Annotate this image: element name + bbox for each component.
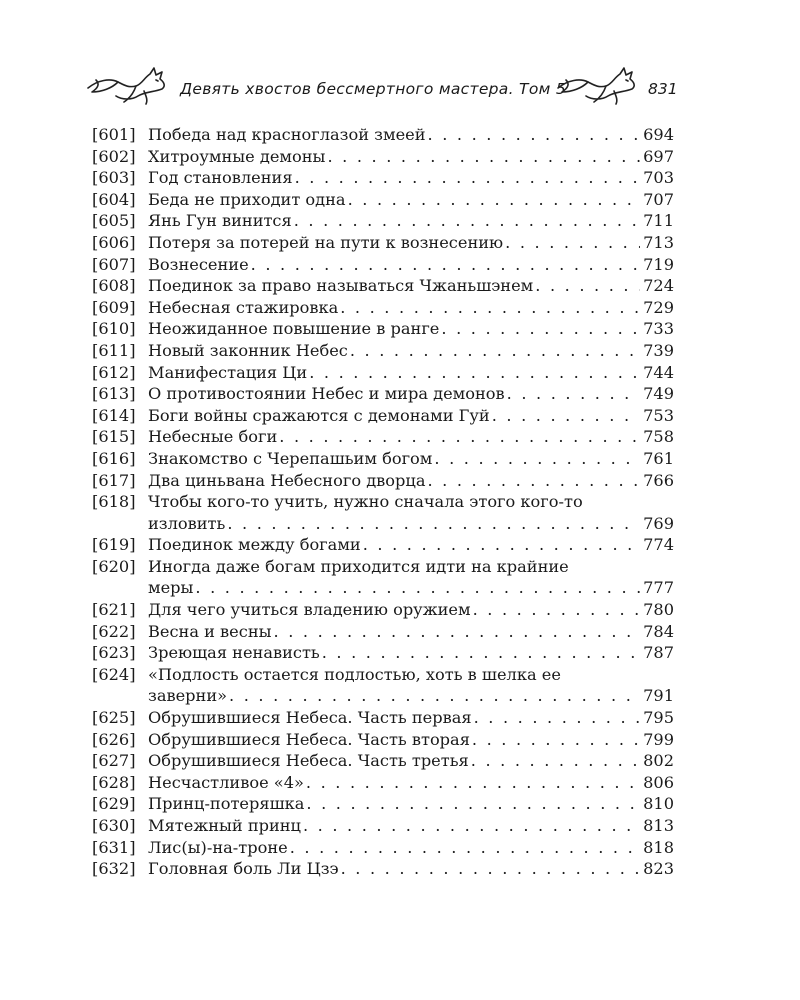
chapter-number: [612] (92, 362, 136, 382)
dot-leader (427, 470, 640, 492)
chapter-number: [624] (92, 664, 136, 684)
toc-entry (92, 858, 674, 880)
toc-entry (92, 491, 674, 534)
chapter-title: Хитроумные демоны (148, 146, 326, 166)
dot-leader (295, 167, 641, 189)
chapter-page: 806 (643, 772, 674, 792)
dot-leader (294, 210, 640, 232)
toc-entry (92, 556, 674, 599)
chapter-title: Знакомство с Черепашьим богом (148, 448, 433, 468)
chapter-title: Небесная стажировка (148, 297, 339, 317)
toc-entry (92, 189, 674, 211)
chapter-number: [622] (92, 621, 136, 641)
chapter-title: «Подлость остается подлостью, хоть в шелка ее (148, 664, 561, 684)
chapter-title: Несчастливое «4» (148, 772, 304, 792)
chapter-page: 744 (643, 362, 674, 382)
chapter-number: [610] (92, 319, 136, 339)
chapter-title: Неожиданное повышение в ранге (148, 319, 440, 339)
toc-entry (92, 815, 674, 837)
chapter-number: [629] (92, 794, 136, 814)
chapter-page: 703 (643, 168, 674, 188)
chapter-title: Вознесение (148, 254, 249, 274)
chapter-title: О противостоянии Небес и мира демонов (148, 384, 505, 404)
chapter-title: Манифестация Ци (148, 362, 308, 382)
chapter-number: [630] (92, 816, 136, 835)
toc-entry (92, 426, 674, 448)
dot-leader (471, 750, 640, 772)
dot-leader (348, 189, 641, 211)
chapter-number: [619] (92, 535, 136, 555)
dot-leader (306, 772, 640, 794)
fox-ornament-icon (554, 58, 644, 106)
dot-leader (472, 729, 640, 751)
toc-entry (92, 146, 674, 168)
chapter-page: 787 (643, 643, 674, 663)
dot-leader (251, 254, 640, 276)
chapter-page: 823 (643, 859, 674, 879)
chapter-page: 753 (643, 405, 674, 425)
dot-leader (306, 793, 640, 815)
chapter-title: Победа над красноглазой змеей (148, 125, 426, 144)
chapter-title: Для чего учиться владению оружием (148, 600, 471, 620)
dot-leader (229, 685, 640, 707)
chapter-title: Небесные боги (148, 427, 278, 447)
chapter-number: [632] (92, 859, 136, 879)
table-of-contents (92, 124, 674, 880)
chapter-page: 749 (643, 384, 674, 404)
chapter-number: [601] (92, 125, 136, 144)
chapter-page: 769 (643, 513, 674, 533)
dot-leader (303, 815, 640, 837)
running-title: Девять хвостов бессмертного мастера. Том 5 (180, 80, 566, 98)
chapter-number: [620] (92, 556, 136, 576)
chapter-number: [614] (92, 405, 136, 425)
dot-leader (195, 577, 640, 599)
chapter-number: [626] (92, 729, 136, 749)
toc-entry (92, 210, 674, 232)
chapter-page: 791 (643, 686, 674, 706)
toc-entry (92, 275, 674, 297)
chapter-title: Мятежный принц (148, 816, 301, 835)
chapter-number: [616] (92, 448, 136, 468)
fox-ornament-icon (84, 58, 174, 106)
chapter-page: 711 (643, 211, 674, 231)
chapter-title: Обрушившиеся Небеса. Часть третья (148, 751, 469, 771)
dot-leader (340, 297, 640, 319)
dot-leader (327, 146, 640, 168)
chapter-page: 813 (643, 816, 674, 835)
toc-entry (92, 664, 674, 707)
toc-entry (92, 124, 674, 146)
dot-leader (363, 534, 640, 556)
chapter-number: [627] (92, 751, 136, 771)
dot-leader (227, 513, 640, 535)
chapter-page: 729 (643, 297, 674, 317)
chapter-page: 697 (643, 146, 674, 166)
chapter-title: Новый законник Небес (148, 340, 348, 360)
chapter-page: 694 (643, 125, 674, 144)
dot-leader (428, 124, 641, 146)
dot-leader (434, 448, 640, 470)
chapter-number: [631] (92, 837, 136, 857)
chapter-page: 733 (643, 319, 674, 339)
chapter-page: 799 (643, 729, 674, 749)
dot-leader (309, 362, 640, 384)
chapter-number: [615] (92, 427, 136, 447)
dot-leader (290, 837, 640, 859)
chapter-title: Обрушившиеся Небеса. Часть вторая (148, 729, 470, 749)
toc-entry (92, 707, 674, 729)
toc-entry (92, 448, 674, 470)
dot-leader (341, 858, 641, 880)
toc-entry (92, 383, 674, 405)
chapter-title-continued: изловить (148, 513, 226, 533)
dot-leader (473, 599, 641, 621)
chapter-title: Обрушившиеся Небеса. Часть первая (148, 708, 472, 728)
toc-entry (92, 167, 674, 189)
chapter-title: Зреющая ненависть (148, 643, 320, 663)
chapter-page: 777 (643, 578, 674, 598)
chapter-number: [605] (92, 211, 136, 231)
chapter-page: 707 (643, 189, 674, 209)
chapter-number: [618] (92, 492, 136, 512)
chapter-title: Поединок за право называться Чжаньшэнем (148, 276, 534, 296)
chapter-page: 719 (643, 254, 674, 274)
chapter-page: 818 (643, 837, 674, 857)
chapter-title: Беда не приходит одна (148, 189, 346, 209)
chapter-title: Потеря за потерей на пути к вознесению (148, 232, 504, 252)
chapter-page: 724 (643, 276, 674, 296)
chapter-page: 761 (643, 448, 674, 468)
chapter-page: 795 (643, 708, 674, 728)
chapter-page: 780 (643, 600, 674, 620)
toc-entry (92, 254, 674, 276)
toc-entry (92, 793, 674, 815)
chapter-page: 784 (643, 621, 674, 641)
chapter-page: 739 (643, 340, 674, 360)
chapter-number: [623] (92, 643, 136, 663)
chapter-page: 774 (643, 535, 674, 555)
toc-entry (92, 470, 674, 492)
toc-entry (92, 232, 674, 254)
toc-entry (92, 772, 674, 794)
chapter-page: 802 (643, 751, 674, 771)
chapter-page: 758 (643, 427, 674, 447)
chapter-title: Головная боль Ли Цзэ (148, 859, 339, 879)
dot-leader (322, 642, 640, 664)
dot-leader (505, 232, 640, 254)
toc-entry (92, 729, 674, 751)
chapter-page: 766 (643, 470, 674, 490)
chapter-number: [603] (92, 168, 136, 188)
chapter-number: [608] (92, 276, 136, 296)
chapter-page: 810 (643, 794, 674, 814)
toc-entry (92, 837, 674, 859)
toc-entry (92, 297, 674, 319)
toc-entry (92, 318, 674, 340)
chapter-number: [625] (92, 708, 136, 728)
chapter-number: [621] (92, 600, 136, 620)
page-number: 831 (648, 80, 678, 98)
chapter-page: 713 (643, 232, 674, 252)
dot-leader (492, 405, 640, 427)
toc-entry (92, 534, 674, 556)
chapter-number: [628] (92, 772, 136, 792)
dot-leader (507, 383, 640, 405)
dot-leader (274, 621, 641, 643)
dot-leader (474, 707, 641, 729)
chapter-number: [607] (92, 254, 136, 274)
chapter-number: [611] (92, 340, 136, 360)
chapter-title: Год становления (148, 168, 293, 188)
chapter-number: [617] (92, 470, 136, 490)
chapter-title-continued: заверни» (148, 686, 228, 706)
chapter-title: Иногда даже богам приходится идти на крайние (148, 556, 569, 576)
chapter-title: Принц-потеряшка (148, 794, 305, 814)
toc-entry (92, 621, 674, 643)
dot-leader (441, 318, 640, 340)
toc-entry (92, 405, 674, 427)
toc-entry (92, 642, 674, 664)
toc-entry (92, 599, 674, 621)
dot-leader (279, 426, 640, 448)
dot-leader (350, 340, 640, 362)
chapter-title: Лис(ы)-на-троне (148, 837, 288, 857)
chapter-number: [606] (92, 232, 136, 252)
chapter-title: Чтобы кого-то учить, нужно сначала этого кого-то (148, 492, 583, 512)
dot-leader (535, 275, 640, 297)
chapter-title: Янь Гун винится (148, 211, 292, 231)
toc-entry (92, 750, 674, 772)
chapter-title: Весна и весны (148, 621, 272, 641)
chapter-number: [602] (92, 146, 136, 166)
chapter-number: [604] (92, 189, 136, 209)
chapter-title: Боги войны сражаются с демонами Гуй (148, 405, 490, 425)
chapter-number: [609] (92, 297, 136, 317)
chapter-title: Два циньвана Небесного дворца (148, 470, 426, 490)
toc-entry (92, 340, 674, 362)
chapter-title-continued: меры (148, 578, 194, 598)
chapter-number: [613] (92, 384, 136, 404)
chapter-title: Поединок между богами (148, 535, 361, 555)
page-header (84, 58, 684, 108)
toc-entry (92, 362, 674, 384)
